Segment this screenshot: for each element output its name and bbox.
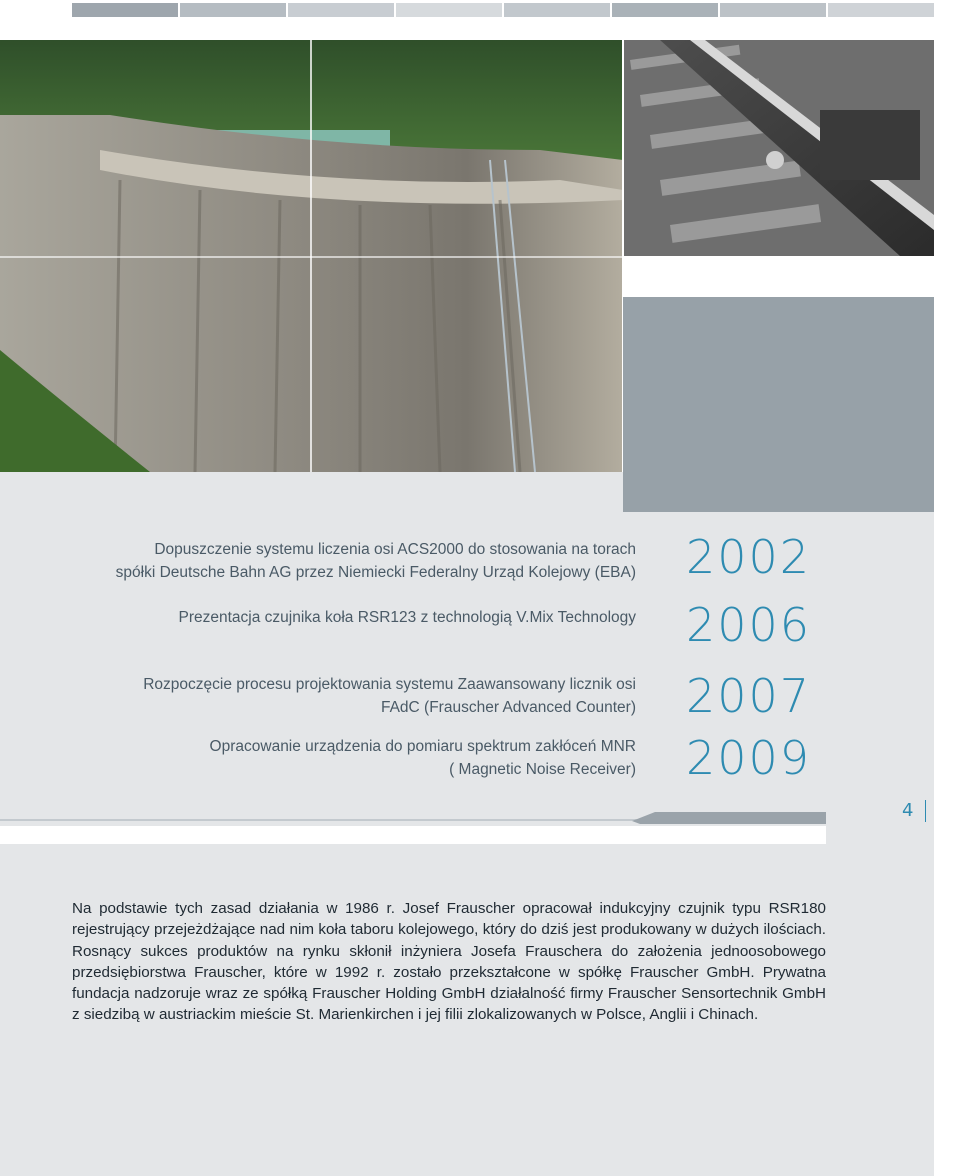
timeline-text: [143, 673, 636, 719]
top-bar: [72, 3, 178, 17]
divider-gap: [0, 826, 826, 844]
timeline-text: [178, 606, 636, 629]
timeline-year: 2006: [686, 598, 812, 652]
timeline-year: 2009: [686, 731, 812, 785]
page-number-left: 4: [902, 800, 914, 821]
timeline-text-line: Dopuszczenie systemu liczenia osi ACS2000 do stosowania na torach: [154, 541, 636, 558]
top-color-bars: [72, 3, 934, 17]
timeline-year: 2002: [686, 530, 812, 584]
photo-collage: [0, 40, 934, 472]
timeline-text-line: spółki Deutsche Bahn AG przez Niemiecki Federalny Urząd Kolejowy (EBA): [115, 564, 636, 581]
top-bar: [720, 3, 826, 17]
timeline-text: [116, 538, 636, 584]
top-bar: [504, 3, 610, 17]
top-bar: [612, 3, 718, 17]
timeline-text-line: FAdC (Frauscher Advanced Counter): [380, 699, 636, 716]
grey-photo-placeholder: [623, 297, 934, 512]
timeline-text-line: Opracowanie urządzenia do pomiaru spektrum zakłóceń MNR: [209, 738, 636, 755]
top-bar: [288, 3, 394, 17]
timeline-text-line: Prezentacja czujnika koła RSR123 z technologią V.Mix Technology: [178, 609, 636, 626]
timeline-text: [210, 735, 636, 781]
section-divider: [0, 812, 826, 824]
page-number-separator: [925, 800, 926, 822]
top-bar: [180, 3, 286, 17]
top-bar: [828, 3, 934, 17]
timeline-text-line: Rozpoczęcie procesu projektowania systemu Zaawansowany licznik osi: [143, 676, 636, 693]
page-margin: [934, 0, 960, 1176]
top-bar: [396, 3, 502, 17]
body-paragraph: Na podstawie tych zasad działania w 1986 r. Josef Frauscher opracował indukcyjny czujnik typu RSR180 rejestrujący przejeżdżające nad nim koła taboru kolejowego, który do dziś jest produkowany w dużych ilościach. Rosnący sukces produktów na rynku skłonił inżyniera Josefa Frauschera do założenia jednoosobowego przedsiębiorstwa Frauscher, które w 1992 r. zostało przekształcone w spółkę Frauscher GmbH. Prywatna fundacja nadzoruje wraz ze spółką Frauscher Holding GmbH działalność firmy Frauscher Sensortechnik GmbH z siedzibą w austriackim mieście St. Marienkirchen i jej filii zlokalizowanych w Polsce, Anglii i Chinach.: [72, 900, 826, 1024]
timeline-year: 2007: [686, 669, 812, 723]
timeline-text-line: ( Magnetic Noise Receiver): [449, 761, 636, 778]
